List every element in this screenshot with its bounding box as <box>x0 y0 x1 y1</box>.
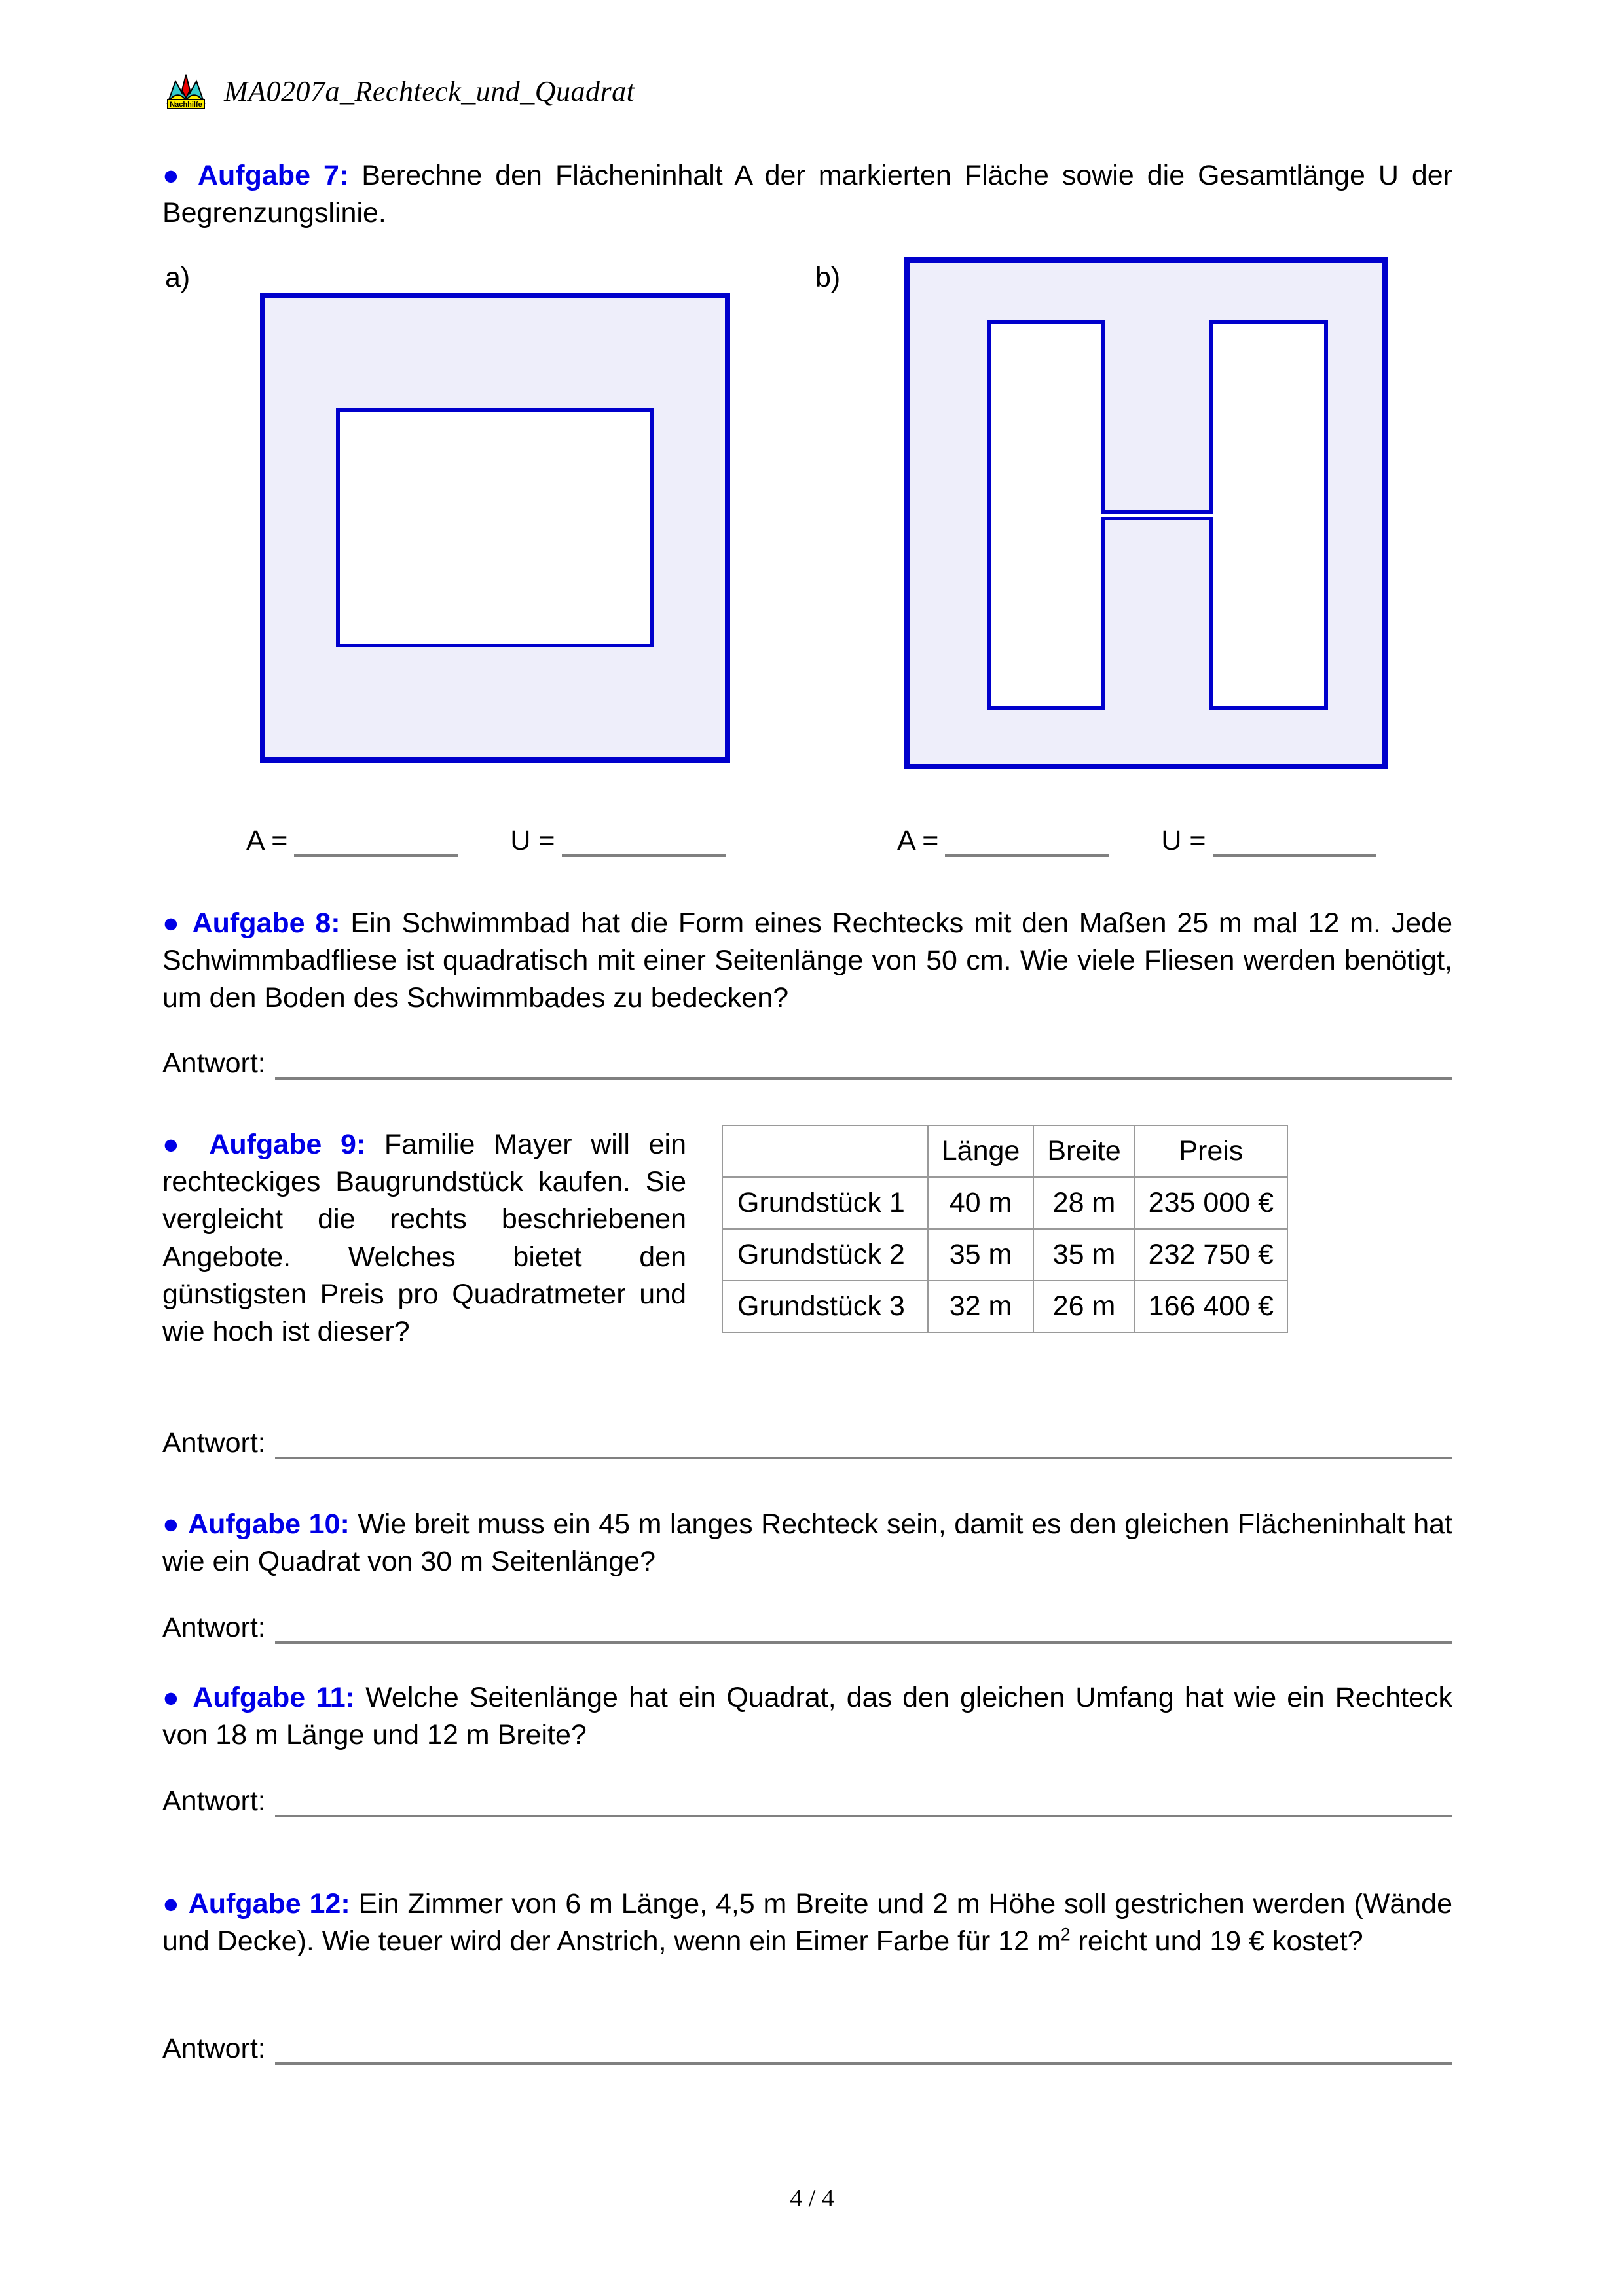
task-7-text <box>162 157 1452 232</box>
row-preis: 235 000 € <box>1135 1177 1287 1229</box>
row-preis: 232 750 € <box>1135 1229 1287 1281</box>
task-9-label: Aufgabe 9: <box>209 1129 366 1160</box>
task-9-answer-line[interactable] <box>162 1427 1452 1459</box>
task-12-body-part1: Ein Zimmer von 6 m Länge, 4,5 m Breite und 2 m Höhe soll gestrichen werden (Wände und Decke). Wie teuer wird der Anstrich, wenn ein Eimer Farbe für 12 m <box>162 1888 1452 1958</box>
row-laenge: 40 m <box>928 1177 1034 1229</box>
logo-text: Nachhilfe <box>170 101 202 109</box>
task-11-text <box>162 1679 1452 1754</box>
task-12-answer-line[interactable] <box>162 2033 1452 2065</box>
page-number: 4 / 4 <box>790 2185 834 2212</box>
task-10-label: Aufgabe 10: <box>188 1508 350 1540</box>
figure-a-square-with-hole <box>259 292 737 770</box>
table-row <box>722 1177 1287 1229</box>
task-12-label: Aufgabe 12: <box>188 1888 350 1920</box>
figure-a-label: a) <box>165 262 191 293</box>
answer-blank[interactable] <box>275 1072 1452 1080</box>
answer-blank[interactable] <box>275 1810 1452 1817</box>
area-blank-a[interactable] <box>294 850 458 857</box>
row-name: Grundstück 2 <box>722 1229 928 1281</box>
answer-blank[interactable] <box>275 1636 1452 1644</box>
table-header-breite: Breite <box>1033 1125 1134 1177</box>
figure-b-label: b) <box>815 262 841 293</box>
task-8-answer-line[interactable] <box>162 1048 1452 1080</box>
task-10-body: Wie breit muss ein 45 m langes Rechteck sein, damit es den gleichen Flächeninhalt hat wie ein Quadrat von 30 m Seitenlänge? <box>162 1508 1452 1578</box>
task-9-text <box>162 1126 686 1351</box>
area-symbol-a: A = <box>246 825 288 856</box>
figure-b-answers <box>897 825 1376 857</box>
task-11-label: Aufgabe 11: <box>193 1682 356 1713</box>
task-7-body: Berechne den Flächeninhalt A der markierten Fläche sowie die Gesamtlänge U der Begrenzungslinie. <box>162 160 1453 229</box>
area-blank-b[interactable] <box>945 850 1109 857</box>
row-laenge: 32 m <box>928 1281 1034 1332</box>
row-preis: 166 400 € <box>1135 1281 1287 1332</box>
bullet-icon: ● <box>162 1508 180 1540</box>
answer-label: Antwort: <box>162 1048 266 1079</box>
bullet-icon: ● <box>162 1682 183 1713</box>
page-header <box>162 71 635 111</box>
task-9-body: Familie Mayer will ein rechteckiges Baugrundstück kaufen. Sie vergleicht die rechts beschriebenen Angebote. Welches bietet den günstigsten Preis pro Quadratmeter und wie hoch ist dieser? <box>162 1129 686 1347</box>
bullet-icon: ● <box>162 1129 191 1160</box>
perimeter-symbol-a: U = <box>510 825 555 856</box>
row-name: Grundstück 3 <box>722 1281 928 1332</box>
answer-label: Antwort: <box>162 1427 266 1459</box>
task-8-body: Ein Schwimmbad hat die Form eines Rechtecks mit den Maßen 25 m mal 12 m. Jede Schwimmbadfliese ist quadratisch mit einer Seitenlänge von 50 cm. Wie viele Fliesen werden benötigt, um den Boden des Schwimmbades zu bedecken? <box>162 907 1452 1014</box>
figure-a-area-field[interactable] <box>246 825 458 857</box>
table-header-laenge: Länge <box>928 1125 1034 1177</box>
task-11-body: Welche Seitenlänge hat ein Quadrat, das den gleichen Umfang hat wie ein Rechteck von 18 m Länge und 12 m Breite? <box>162 1682 1452 1751</box>
row-laenge: 35 m <box>928 1229 1034 1281</box>
answer-label: Antwort: <box>162 2033 266 2064</box>
row-breite: 35 m <box>1033 1229 1134 1281</box>
plots-comparison-table <box>722 1125 1288 1333</box>
table-header-row <box>722 1125 1287 1177</box>
table-corner-cell <box>722 1125 928 1177</box>
figure-b-perimeter-field[interactable] <box>1161 825 1376 857</box>
nachhilfe-logo-icon <box>162 71 210 111</box>
table-row <box>722 1281 1287 1332</box>
figure-a-answers <box>246 825 726 857</box>
bullet-icon: ● <box>162 907 182 939</box>
bullet-icon: ● <box>162 1888 180 1920</box>
document-title: MA0207a_Rechteck_und_Quadrat <box>224 75 635 107</box>
perimeter-symbol-b: U = <box>1161 825 1206 856</box>
task-10-answer-line[interactable] <box>162 1612 1452 1644</box>
task-12-body-part2: reicht und 19 € kostet? <box>1070 1925 1363 1958</box>
answer-label: Antwort: <box>162 1612 266 1643</box>
task-12-exponent: 2 <box>1060 1924 1071 1944</box>
table-row <box>722 1229 1287 1281</box>
row-name: Grundstück 1 <box>722 1177 928 1229</box>
task-7-label: Aufgabe 7: <box>197 160 349 191</box>
answer-blank[interactable] <box>275 2057 1452 2065</box>
task-11-answer-line[interactable] <box>162 1785 1452 1817</box>
table-header-preis: Preis <box>1135 1125 1287 1177</box>
figure-a-perimeter-field[interactable] <box>510 825 725 857</box>
area-symbol-b: A = <box>897 825 939 856</box>
task-10-text <box>162 1506 1452 1580</box>
perimeter-blank-b[interactable] <box>1213 850 1376 857</box>
bullet-icon: ● <box>162 160 185 191</box>
row-breite: 28 m <box>1033 1177 1134 1229</box>
perimeter-blank-a[interactable] <box>562 850 726 857</box>
answer-blank[interactable] <box>275 1451 1452 1459</box>
figure-b-rectangle-with-h-hole <box>904 257 1388 770</box>
row-breite: 26 m <box>1033 1281 1134 1332</box>
answer-label: Antwort: <box>162 1785 266 1817</box>
figure-b-area-field[interactable] <box>897 825 1109 857</box>
task-8-label: Aufgabe 8: <box>192 907 341 939</box>
task-8-text <box>162 905 1452 1017</box>
task-12-text <box>162 1886 1452 1960</box>
